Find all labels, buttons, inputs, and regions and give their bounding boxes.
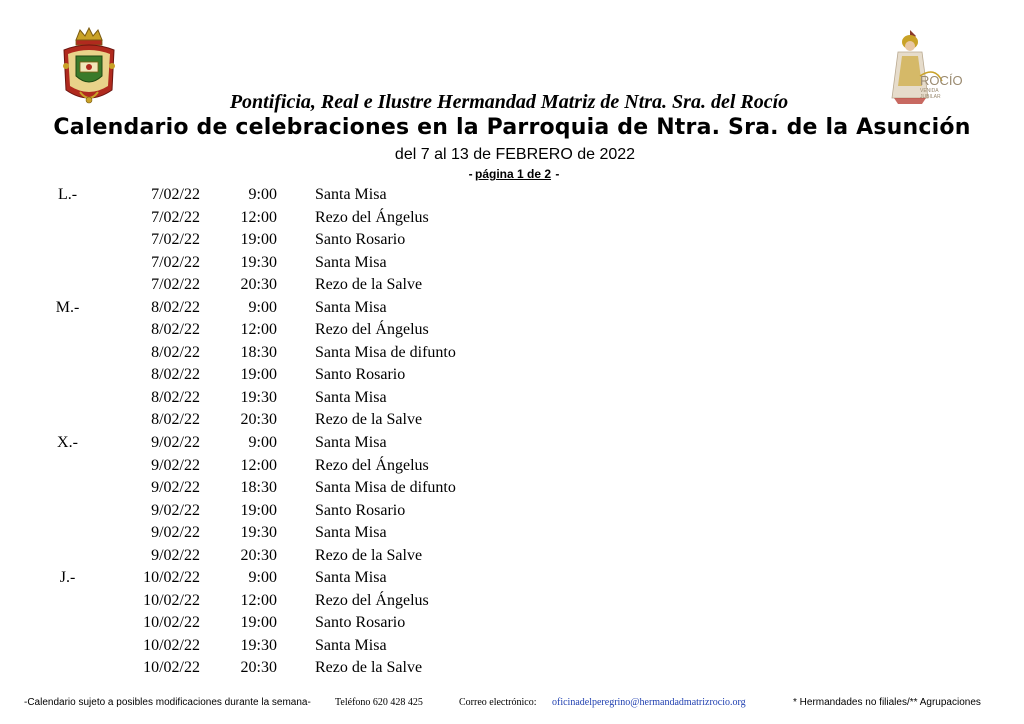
event-date: 9/02/22 <box>151 456 200 474</box>
event-name: Rezo del Ángelus <box>315 591 429 609</box>
event-name: Santa Misa <box>315 253 387 271</box>
day-label: L.- <box>57 186 78 203</box>
event-date: 10/02/22 <box>143 636 200 654</box>
event-date: 7/02/22 <box>151 186 200 203</box>
event-name: Santa Misa <box>315 434 387 452</box>
event-date: 9/02/22 <box>151 479 200 497</box>
day-label: J.- <box>59 569 76 587</box>
event-time: 19:30 <box>240 253 277 271</box>
right-logo-subtext: VENIDA JUBILAR <box>920 88 941 100</box>
event-time: 20:30 <box>240 276 277 294</box>
event-date: 10/02/22 <box>143 569 200 587</box>
event-time: 9:00 <box>248 298 277 316</box>
schedule-row <box>0 477 1024 500</box>
event-time: 12:00 <box>240 321 277 339</box>
schedule-row <box>0 590 1024 613</box>
event-date: 8/02/22 <box>151 298 200 316</box>
event-time: 18:30 <box>240 343 277 361</box>
schedule-row <box>0 387 1024 410</box>
event-time: 18:30 <box>240 479 277 497</box>
event-time: 19:00 <box>240 231 277 249</box>
event-time: 19:30 <box>240 636 277 654</box>
event-name: Santa Misa de difunto <box>315 479 456 497</box>
event-date: 7/02/22 <box>151 253 200 271</box>
footer <box>0 697 1024 713</box>
event-name: Santo Rosario <box>315 501 406 519</box>
schedule-row <box>0 364 1024 387</box>
schedule-row <box>0 409 1024 432</box>
event-name: Santa Misa <box>315 298 387 316</box>
event-name: Santa Misa <box>315 569 387 587</box>
schedule-row <box>0 319 1024 342</box>
brotherhood-name: Pontificia, Real e Ilustre Hermandad Matriz de Ntra. Sra. del Rocío <box>229 91 789 113</box>
event-date: 8/02/22 <box>151 321 200 339</box>
event-date: 9/02/22 <box>151 524 200 542</box>
event-date: 9/02/22 <box>151 501 200 519</box>
day-label: X.- <box>57 434 78 452</box>
schedule-row <box>0 207 1024 230</box>
event-date: 9/02/22 <box>151 546 200 564</box>
event-date: 10/02/22 <box>143 591 200 609</box>
schedule-row <box>0 635 1024 658</box>
footer-phone: Teléfono 620 428 425 <box>335 697 423 708</box>
schedule-row <box>0 612 1024 635</box>
event-name: Rezo de la Salve <box>315 411 423 429</box>
page-indicator: - página 1 de 2 - <box>468 167 560 181</box>
event-name: Rezo del Ángelus <box>315 321 429 339</box>
event-date: 7/02/22 <box>151 231 200 249</box>
event-name: Santa Misa <box>315 186 387 203</box>
schedule-row <box>0 522 1024 545</box>
page-title: Calendario de celebraciones en la Parroquia de Ntra. Sra. de la Asunción <box>53 115 971 140</box>
event-name: Santo Rosario <box>315 614 406 632</box>
event-time: 19:30 <box>240 388 277 406</box>
event-date: 8/02/22 <box>151 343 200 361</box>
event-time: 19:00 <box>240 614 277 632</box>
event-date: 8/02/22 <box>151 411 200 429</box>
footer-email-link[interactable]: oficinadelperegrino@hermandadmatrizrocio.org <box>552 697 746 708</box>
event-date: 7/02/22 <box>151 208 200 226</box>
schedule-row <box>0 657 1024 680</box>
schedule-row <box>0 252 1024 275</box>
event-time: 19:00 <box>240 366 277 384</box>
day-label: M.- <box>55 298 80 316</box>
event-name: Santa Misa <box>315 636 387 654</box>
event-time: 19:00 <box>240 501 277 519</box>
footer-email-label: Correo electrónico: <box>459 697 537 708</box>
schedule-row <box>0 342 1024 365</box>
event-time: 9:00 <box>248 434 277 452</box>
event-time: 12:00 <box>240 208 277 226</box>
event-name: Rezo del Ángelus <box>315 456 429 474</box>
event-name: Rezo del Ángelus <box>315 208 429 226</box>
event-name: Rezo de la Salve <box>315 659 423 677</box>
event-name: Rezo de la Salve <box>315 546 423 564</box>
event-date: 10/02/22 <box>143 659 200 677</box>
event-time: 20:30 <box>240 411 277 429</box>
event-name: Rezo de la Salve <box>315 276 423 294</box>
schedule-row <box>0 545 1024 568</box>
event-date: 10/02/22 <box>143 614 200 632</box>
schedule-row <box>0 455 1024 478</box>
event-name: Santo Rosario <box>315 366 406 384</box>
schedule-row <box>0 567 1024 590</box>
schedule-row <box>0 229 1024 252</box>
event-time: 9:00 <box>248 186 277 203</box>
event-name: Santo Rosario <box>315 231 406 249</box>
event-time: 12:00 <box>240 591 277 609</box>
schedule-row <box>0 297 1024 320</box>
date-range: del 7 al 13 de FEBRERO de 2022 <box>394 146 636 163</box>
event-time: 19:30 <box>240 524 277 542</box>
event-time: 12:00 <box>240 456 277 474</box>
schedule-row <box>0 184 1024 207</box>
event-time: 9:00 <box>248 569 277 587</box>
footer-note: -Calendario sujeto a posibles modificaciones durante la semana- <box>24 697 311 708</box>
event-date: 9/02/22 <box>151 434 200 452</box>
event-time: 20:30 <box>240 546 277 564</box>
event-time: 20:30 <box>240 659 277 677</box>
schedule-row <box>0 274 1024 297</box>
event-date: 8/02/22 <box>151 366 200 384</box>
schedule-row <box>0 432 1024 455</box>
event-name: Santa Misa <box>315 388 387 406</box>
footer-legend: * Hermandades no filiales/** Agrupaciones <box>793 697 981 708</box>
schedule-row <box>0 500 1024 523</box>
event-name: Santa Misa de difunto <box>315 343 456 361</box>
event-date: 8/02/22 <box>151 388 200 406</box>
right-logo-text: ROCÍO <box>920 73 963 88</box>
event-name: Santa Misa <box>315 524 387 542</box>
event-date: 7/02/22 <box>151 276 200 294</box>
schedule-list <box>0 184 1024 680</box>
